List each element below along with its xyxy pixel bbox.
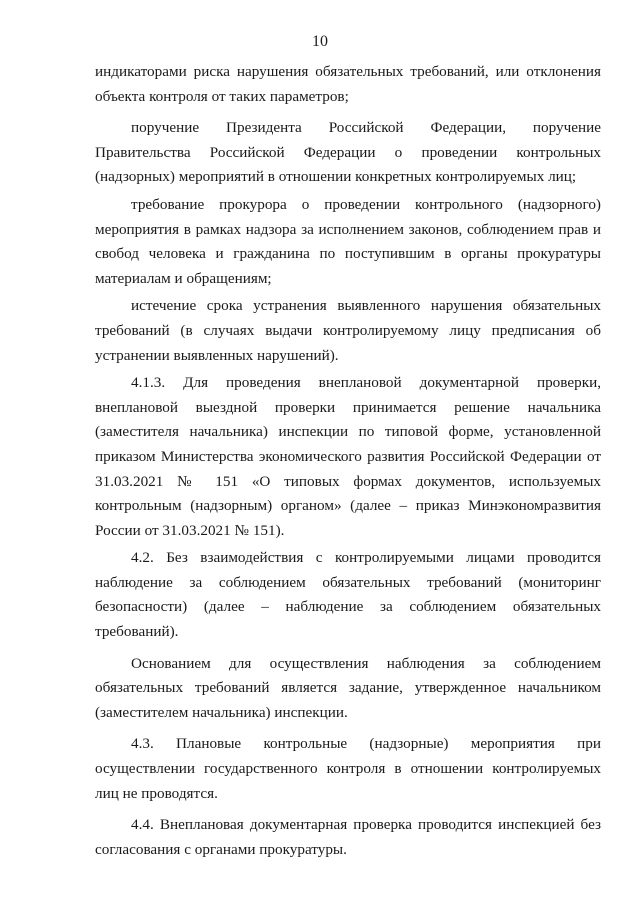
document-body: [95, 60, 601, 862]
paragraph-4-4: 4.4. Внеплановая документарная проверка проводится инспекцией без согласования с органами прокуратуры.: [95, 816, 601, 858]
paragraph-continuation: индикаторами риска нарушения обязательных требований, или отклонения объекта контроля от таких параметров;: [95, 63, 601, 105]
paragraph-4-2: 4.2. Без взаимодействия с контролируемыми лицами проводится наблюдение за соблюдением обязательных требований (мониторинг безопасности) (далее – наблюдение за соблюдением обязательных требований).: [95, 549, 601, 641]
paragraph-4-3: 4.3. Плановые контрольные (надзорные) мероприятия при осуществлении государственного контроля в отношении контролируемых лиц не проводятся.: [95, 735, 601, 802]
paragraph-observation-basis: Основанием для осуществления наблюдения за соблюдением обязательных требований является задание, утвержденное начальником (заместителем начальника) инспекции.: [95, 654, 601, 721]
paragraph-president-order: поручение Президента Российской Федерации, поручение Правительства Российской Федерации о проведении контрольных (надзорных) мероприятий в отношении конкретных контролируемых лиц;: [95, 119, 601, 186]
page-number: 10: [312, 33, 328, 50]
paragraph-deadline-expiry: истечение срока устранения выявленного нарушения обязательных требований (в случаях выдачи контролируемому лицу предписания об устранении выявленных нарушений).: [95, 297, 601, 364]
paragraph-prosecutor-demand: требование прокурора о проведении контрольного (надзорного) мероприятия в рамках надзора за исполнением законов, соблюдением прав и свобод человека и гражданина по поступившим в органы прокуратуры материалам и обращениям;: [95, 195, 601, 287]
paragraph-4-1-3: 4.1.3. Для проведения внеплановой документарной проверки, внеплановой выездной проверки принимается решение начальника (заместителя начальника) инспекции по типовой форме, установленной приказом Министерства экономического развития Российской Федерации от 31.03.2021 № 151 «О типовых формах документов, используемых контрольным (надзорным) органом» (далее – приказ Минэкономразвития России от 31.03.2021 № 151).: [95, 374, 601, 539]
